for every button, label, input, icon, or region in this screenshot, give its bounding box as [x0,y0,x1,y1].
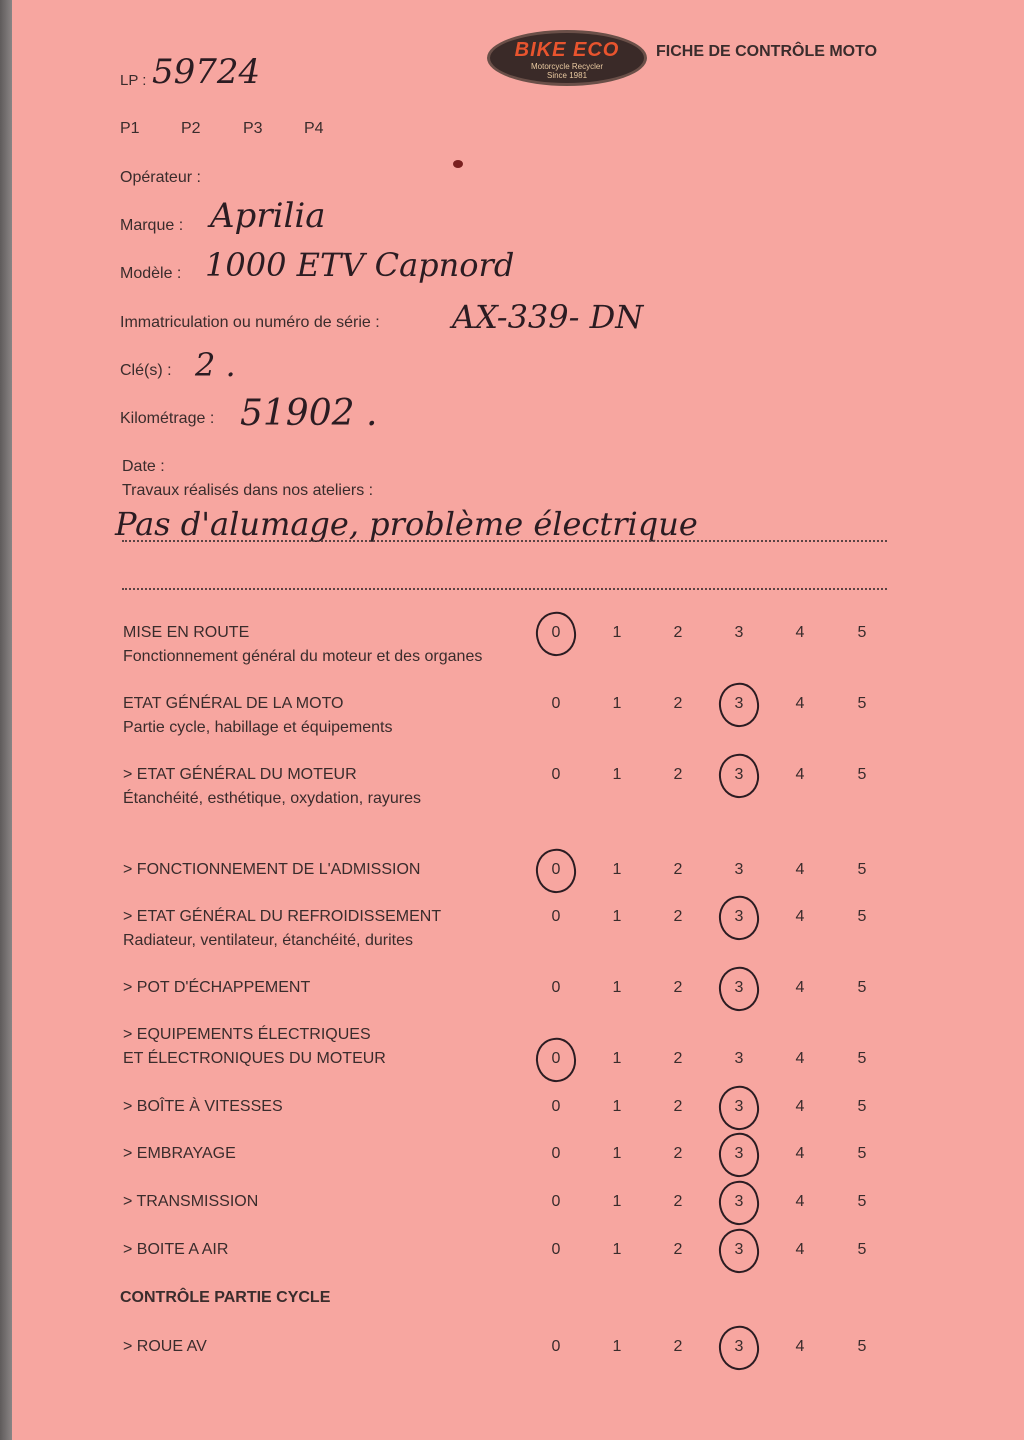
position-p2: P2 [181,120,201,137]
lp-value: 59724 [152,52,261,92]
score-option: 5 [857,979,867,996]
travaux-value: Pas d'alumage, problème électrique [115,505,698,543]
score-option: 0 [551,861,561,878]
check-title: > POT D'ÉCHAPPEMENT [123,979,311,996]
background-edge [0,0,12,1440]
score-option: 2 [673,766,683,783]
score-option: 3 [734,624,744,641]
score-option: 3 [734,1193,744,1210]
score-option: 1 [612,624,622,641]
score-option: 5 [857,1338,867,1355]
score-option: 3 [734,861,744,878]
modele-value: 1000 ETV Capnord [205,246,515,284]
score-option: 3 [734,1050,744,1067]
score-option: 2 [673,1098,683,1115]
modele-label: Modèle : [120,265,182,282]
score-option: 3 [734,1241,744,1258]
score-option: 3 [734,1098,744,1115]
position-p4: P4 [304,120,324,137]
check-title: MISE EN ROUTE [123,624,250,641]
score-option: 3 [734,1145,744,1162]
score-option: 5 [857,1050,867,1067]
score-option: 4 [795,624,805,641]
score-option: 5 [857,1241,867,1258]
score-option: 0 [551,1241,561,1258]
score-option: 2 [673,695,683,712]
score-option: 5 [857,766,867,783]
score-option: 4 [795,1193,805,1210]
score-option: 1 [612,1338,622,1355]
check-subtitle: Fonctionnement général du moteur et des organes [123,648,483,665]
score-option: 5 [857,1098,867,1115]
check-title: > BOÎTE À VITESSES [123,1098,283,1115]
form-title: FICHE DE CONTRÔLE MOTO [656,43,878,60]
cles-label: Clé(s) : [120,362,172,379]
score-option: 0 [551,1098,561,1115]
score-option: 4 [795,1338,805,1355]
score-option: 4 [795,979,805,996]
score-option: 3 [734,695,744,712]
score-option: 1 [612,979,622,996]
score-option: 0 [551,1050,561,1067]
immat-value: AX-339- DN [452,298,644,336]
score-option: 3 [734,766,744,783]
score-option: 0 [551,766,561,783]
score-option: 1 [612,766,622,783]
logo-main-text: BIKE ECO [514,39,620,61]
score-option: 5 [857,1193,867,1210]
score-option: 2 [673,1241,683,1258]
lp-label: LP : [120,72,147,89]
score-option: 1 [612,1241,622,1258]
score-option: 0 [551,695,561,712]
travaux-label: Travaux réalisés dans nos ateliers : [122,482,374,499]
check-subtitle: Étanchéité, esthétique, oxydation, rayures [123,790,421,807]
check-subtitle: ET ÉLECTRONIQUES DU MOTEUR [123,1050,386,1067]
bike-eco-logo [487,30,647,86]
score-option: 2 [673,1050,683,1067]
score-option: 4 [795,1145,805,1162]
check-title: ETAT GÉNÉRAL DE LA MOTO [123,695,344,712]
score-option: 1 [612,1098,622,1115]
score-option: 0 [551,979,561,996]
logo-since-text: Since 1981 [546,71,588,80]
score-option: 1 [612,1193,622,1210]
score-option: 1 [612,1145,622,1162]
score-option: 2 [673,1338,683,1355]
score-option: 2 [673,624,683,641]
score-option: 5 [857,624,867,641]
score-option: 4 [795,766,805,783]
score-option: 2 [673,979,683,996]
score-option: 4 [795,695,805,712]
cles-value: 2 . [195,346,236,384]
score-option: 4 [795,1050,805,1067]
check-title: > ETAT GÉNÉRAL DU REFROIDISSEMENT [123,908,442,925]
check-title: > EQUIPEMENTS ÉLECTRIQUES [123,1026,371,1043]
score-option: 4 [795,1098,805,1115]
score-option: 5 [857,908,867,925]
immat-label: Immatriculation ou numéro de série : [120,314,380,331]
score-option: 1 [612,1050,622,1067]
check-subtitle: Partie cycle, habillage et équipements [123,719,393,736]
check-title: > FONCTIONNEMENT DE L'ADMISSION [123,861,421,878]
operateur-label: Opérateur : [120,169,201,186]
score-option: 2 [673,861,683,878]
position-p3: P3 [243,120,263,137]
score-option: 0 [551,1193,561,1210]
score-option: 5 [857,1145,867,1162]
date-label: Date : [122,458,165,475]
km-value: 51902 . [240,393,378,434]
check-title: > BOITE A AIR [123,1241,229,1258]
score-option: 0 [551,908,561,925]
score-option: 1 [612,695,622,712]
score-option: 0 [551,1145,561,1162]
score-option: 1 [612,861,622,878]
check-title: > ETAT GÉNÉRAL DU MOTEUR [123,766,357,783]
score-option: 5 [857,695,867,712]
score-option: 2 [673,908,683,925]
score-option: 1 [612,908,622,925]
score-option: 2 [673,1193,683,1210]
travaux-line-2 [122,588,887,590]
score-option: 2 [673,1145,683,1162]
section-title: CONTRÔLE PARTIE CYCLE [120,1289,331,1306]
check-title: > TRANSMISSION [123,1193,259,1210]
score-option: 3 [734,1338,744,1355]
logo-sub-text: Motorcycle Recycler [530,62,603,71]
score-option: 0 [551,1338,561,1355]
check-title: > EMBRAYAGE [123,1145,236,1162]
marque-value: Aprilia [210,196,326,236]
score-option: 0 [551,624,561,641]
score-option: 3 [734,979,744,996]
ink-speck [453,160,463,168]
score-option: 4 [795,908,805,925]
marque-label: Marque : [120,217,184,234]
check-subtitle: Radiateur, ventilateur, étanchéité, durites [123,932,413,949]
score-option: 3 [734,908,744,925]
score-option: 4 [795,861,805,878]
score-option: 4 [795,1241,805,1258]
km-label: Kilométrage : [120,410,215,427]
check-title: > ROUE AV [123,1338,207,1355]
position-p1: P1 [120,120,140,137]
travaux-line-1 [122,540,887,542]
score-option: 5 [857,861,867,878]
